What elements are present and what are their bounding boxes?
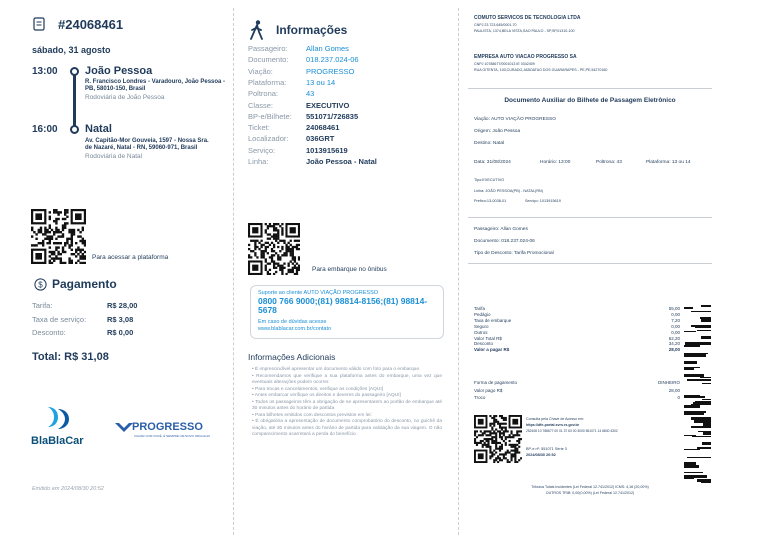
additional-item: • Para bilhetes emitidos com descontos previstos em lei: [252, 412, 372, 418]
bpe-consult-url[interactable]: https://dfe-portal.svrs.rs.gov.br [526, 423, 580, 427]
ticket-icon [33, 17, 45, 31]
info-row [248, 112, 438, 123]
boarding-qr-code[interactable] [248, 223, 300, 275]
company1-cnpj: CNPJ 23.723.645/0001-70 [474, 23, 517, 27]
bpe-data: Data: 31/08/2024 [474, 160, 511, 165]
info-value: 036GRT [306, 134, 335, 144]
bpe-value-amount: 0,00 [671, 329, 680, 335]
bpe-rule [468, 88, 712, 89]
ticket-number: #24068461 [58, 17, 124, 32]
bpe-value-label: Valor pago R$ [474, 387, 503, 393]
arrival-station: Rodoviária de Natal [85, 153, 143, 160]
svg-text:$: $ [38, 280, 43, 290]
info-label: Localizador: [248, 134, 289, 144]
info-label: Linha: [248, 157, 269, 166]
info-value: 1013915619 [306, 145, 348, 155]
route-line [73, 72, 76, 130]
progresso-tagline: VIAJAR COM VOCÊ, É SEMPRE UM NOVO ORGULHO [134, 434, 211, 438]
bpe-value-label: Tarifa [474, 306, 486, 311]
walking-person-icon [250, 20, 264, 40]
bpe-tax-2: OUTROS TRIB: 0,00(0,00%) (Lei Federal 12.741/2012) [545, 491, 635, 495]
bpe-plataforma: Plataforma: 13 ou 14 [646, 160, 691, 165]
bpe-horario: Horário: 13:00 [540, 160, 571, 165]
bpe-tipo: Tipo:EXECUTIVO [474, 178, 505, 182]
bpe-value-amount: 0,00 [671, 311, 680, 317]
blablacar-logo: BlaBlaCar [31, 435, 84, 447]
bpe-value-label: Outros [474, 329, 488, 335]
bpe-value-label: Valor Total R$ [474, 335, 502, 341]
bpe-rule [468, 217, 712, 218]
departure-dot [70, 67, 79, 76]
column-divider-2 [458, 8, 459, 535]
arrival-dot [70, 125, 79, 134]
bpe-poltrona: Poltrona: 43 [596, 160, 622, 165]
bpe-value-label: Forma de pagamento [474, 380, 518, 385]
bpe-tax-1: Tributos Totais Incidentes (Lei Federal 12.741/2012) ICMS: 4,16 (20,00%) [531, 485, 649, 489]
bpe-value-label: Desconto [474, 341, 494, 347]
info-label: Serviço: [248, 145, 276, 155]
info-title: Informações [276, 23, 348, 37]
blablacar-logo-icon [44, 405, 74, 431]
additional-item: • Todos os passageiros têm a obrigação de se apresentarem ao portão de embarque até 30 minutos antes do horário de partida [252, 399, 442, 411]
payment-value: R$ 28,00 [107, 301, 138, 310]
company1-address: PAULISTA, 1374,BELA VISTA,SAO PAULO - SP,SP,01310-100 [474, 29, 575, 33]
departure-time: 13:00 [32, 66, 58, 77]
info-value: PROGRESSO [306, 66, 355, 76]
company2-name: EMPRESA AUTO VIACAO PROGRESSO SA [474, 54, 577, 60]
bpe-origem: Origem: João Pessoa [474, 129, 521, 134]
additional-item: • É imprescindível apresentar um documento válido com foto para o embarque. [252, 367, 421, 372]
info-row [248, 67, 438, 78]
info-label: BP-e/Bilhete: [248, 111, 292, 121]
additional-item: • Recomendamos que verifique a sua plataforma antes do embarque, uma vez que eventuais alterações podem ocorrer. [252, 373, 443, 385]
info-row [248, 89, 438, 100]
info-value: 13 ou 14 [306, 77, 336, 87]
company2-address: RUA OITENTA, 100,CURADO,JABOATAO DOS GUARARAPES - PE,PE,54270160 [474, 68, 608, 72]
info-value: 018.237.024-06 [306, 55, 359, 65]
info-label: Passageiro: [248, 44, 288, 53]
bpe-emission-date: 2024/08/30 20:52 [526, 453, 556, 457]
platform-qr-caption[interactable]: Para acessar a plataforma [92, 254, 169, 261]
info-label: Documento: [248, 55, 289, 65]
bpe-linha: Linha: JOÃO PESSOA(PB) - NATAL(RN) [474, 189, 544, 193]
info-row [248, 44, 438, 55]
bpe-number: BP-e nº: 551071 Série 3 [526, 447, 567, 451]
info-row [248, 157, 438, 168]
bpe-barcode [684, 305, 711, 483]
bpe-value-amount: 7,20 [671, 317, 680, 323]
column-divider-1 [233, 8, 234, 535]
dollar-circle-icon [34, 278, 47, 291]
bpe-value-amount: 34,20 [668, 341, 680, 347]
company2-cnpj: CNPJ 10788677/0001013 IE 0342409 [474, 62, 535, 66]
bpe-rule [468, 263, 712, 264]
bpe-value-amount: 28,00 [668, 387, 680, 393]
company1-name: COMUTO SERVICOS DE TECNOLOGIA LTDA [474, 15, 581, 21]
payment-title: Pagamento [52, 277, 117, 291]
trip-date: sábado, 31 agosto [32, 45, 111, 55]
support-title: Suporte ao cliente AUTO VIAÇÃO PROGRESSO [258, 290, 379, 296]
bpe-value-label: Pedágio [474, 311, 491, 317]
payment-total: Total: R$ 31,08 [32, 351, 109, 363]
emitted-date: Emitido em 2024/08/30 20:52 [32, 486, 104, 492]
info-label: Viação: [248, 66, 273, 76]
arrival-time: 16:00 [32, 124, 58, 135]
bpe-value-label: Taxa de embarque [474, 317, 512, 323]
info-value: 551071/726835 [306, 111, 359, 121]
bpe-title: Documento Auxiliar do Bilhete de Passagem Eletrônico [504, 97, 676, 104]
bpe-value-amount: 0 [677, 395, 680, 401]
payment-label: Taxa de serviço: [32, 315, 87, 324]
bpe-value-label: Troco [474, 395, 486, 401]
info-row [248, 134, 438, 145]
payment-value: R$ 0,00 [107, 328, 134, 337]
progresso-logo: PROGRESSO [132, 421, 203, 433]
additional-item: • É obrigatória a apresentação de documento comprobatório do desconto, no guichê da viação, até 30 minutos antes do horário de partida para validação da sua viagem. O não comparecimento acarretará a perda do benefício [252, 419, 442, 437]
boarding-qr-caption[interactable]: Para embarque no ônibus [312, 266, 387, 273]
payment-label: Tarifa: [32, 301, 53, 310]
platform-qr-code[interactable] [31, 209, 86, 264]
info-label: Ticket: [248, 123, 270, 133]
info-value: 43 [306, 89, 315, 99]
support-phones[interactable]: 0800 766 9000;(81) 98814-8156;(81) 98814-5678 [258, 296, 428, 315]
info-value: EXECUTIVO [306, 100, 350, 110]
info-row [248, 146, 438, 157]
bpe-documento: Documento: 018.237.024-06 [474, 239, 535, 244]
info-row [248, 123, 438, 134]
additional-title: Informações Adicionais [248, 352, 336, 362]
bpe-value-label: Seguro [474, 323, 489, 329]
progresso-logo-icon [115, 421, 133, 433]
bpe-desconto: Tipo de Desconto: Tarifa Promocional [474, 251, 554, 256]
payment-label: Desconto: [32, 328, 66, 337]
bpe-servico: Serviço: 1013915619 [525, 199, 561, 203]
info-row [248, 101, 438, 112]
info-label: Poltrona: [248, 89, 279, 99]
bpe-prefixo: Prefixo:13-0038-01 [474, 199, 507, 203]
bpe-passageiro: Passageiro: Allan Gomes [474, 227, 528, 232]
bpe-qr-code[interactable] [474, 415, 522, 463]
info-label: Plataforma: [248, 77, 287, 87]
additional-list [252, 367, 442, 439]
arrival-city: Natal [85, 123, 112, 135]
departure-address: R. Francisco Londres - Varadouro, João Pessoa - PB, 58010-150, Brasil [85, 79, 226, 92]
departure-station: Rodoviária de João Pessoa [85, 94, 165, 101]
info-value: 24068461 [306, 123, 340, 133]
bpe-destino: Destino: Natal [474, 141, 505, 146]
departure-city: João Pessoa [85, 65, 153, 77]
bpe-value-amount: 28,00 [668, 347, 680, 353]
info-row [248, 78, 438, 89]
info-value: João Pessoa - Natal [306, 157, 377, 166]
additional-item[interactable]: • Antes embarcar verifique os direitos e deveres do passageiro [AQUI] [252, 393, 401, 398]
arrival-address: Av. Capitão-Mor Gouveia, 1597 - Nossa Sra. de Nazaré, Natal - RN, 59060-971, Brasil [85, 138, 209, 151]
bpe-consult: Consulta pela Chave de Acesso em: [526, 417, 584, 421]
bpe-value-amount: 55,00 [668, 306, 680, 311]
support-doubts: Em caso de dúvidas acesse [258, 319, 327, 325]
additional-item[interactable]: • Para trocas e cancelamentos, verifique as condições [AQUI] [252, 386, 383, 392]
info-row [248, 55, 438, 66]
bpe-value-label: Valor a pagar R$ [474, 347, 510, 353]
bpe-value-amount: 62,20 [668, 335, 680, 341]
support-link[interactable]: www.blablacar.com.br/contato [258, 326, 332, 332]
bpe-value-amount: DINHEIRO [657, 380, 680, 385]
info-label: Classe: [248, 100, 274, 110]
info-value: Allan Gomes [306, 44, 349, 53]
bpe-value-amount: 0,00 [671, 323, 680, 329]
bpe-access-key: 252408 10 788677 00 01 37 63 00 3000 551071 14 6830 4302 [526, 429, 618, 433]
bpe-viacao: Viação: AUTO VIAÇÃO PROGRESSO [474, 117, 556, 122]
payment-value: R$ 3,08 [107, 315, 134, 324]
